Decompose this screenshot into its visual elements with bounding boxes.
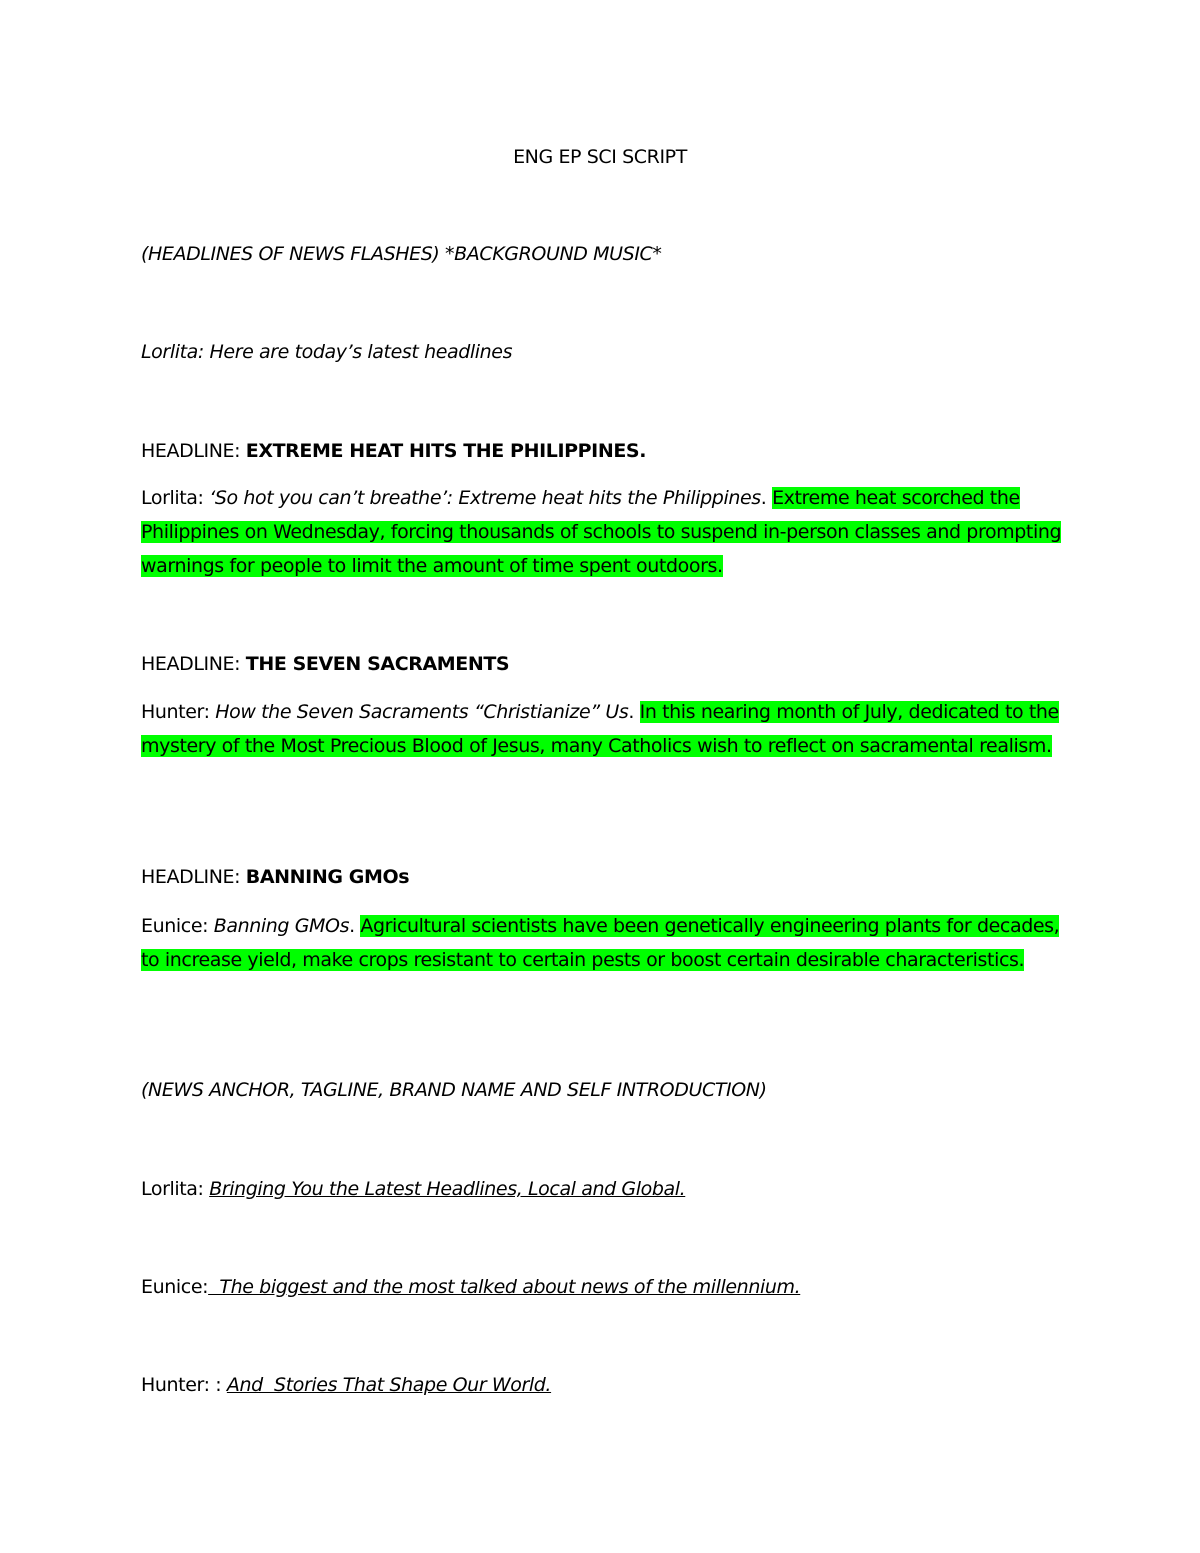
headline-label: HEADLINE: [141,440,241,462]
tagline-text: And Stories That Shape Our World. [226,1374,552,1396]
tagline-1 [141,1172,685,1206]
tagline-speaker: Eunice: [141,1276,209,1298]
document-title: ENG EP SCI SCRIPT [513,146,687,168]
intro-line [141,335,512,369]
headline-title: BANNING GMOs [245,866,410,888]
headline-1 [141,434,646,468]
tagline-speaker: Hunter: : [141,1374,222,1396]
headline-label: HEADLINE: [141,866,241,888]
highlighted-text: In this nearing month of July, dedicated to the mystery of the Most Precious Blood of Jesus, many Catholics wish to reflect on sacramental realism. [141,701,1059,757]
stage-direction-headlines [141,237,662,271]
speaker: Hunter: [141,701,210,723]
tagline-2 [141,1270,800,1304]
stage-direction-text: (NEWS ANCHOR, TAGLINE, BRAND NAME AND SELF INTRODUCTION) [141,1079,767,1101]
headline-2-paragraph [141,695,1071,763]
intro-speaker: Lorlita: [141,341,204,363]
separator: . [760,487,767,509]
story-title: Banning GMOs [213,915,350,937]
stage-direction-anchor [141,1073,767,1107]
headline-3 [141,860,409,894]
highlighted-text: Agricultural scientists have been genetically engineering plants for decades, to increase yield, make crops resistant to certain pests or boost certain desirable characteristics. [141,915,1060,971]
tagline-speaker: Lorlita: [141,1178,204,1200]
headline-title: THE SEVEN SACRAMENTS [245,653,510,675]
separator: . [349,915,355,937]
tagline-3 [141,1368,551,1402]
headline-2 [141,647,509,681]
story-title: How the Seven Sacraments “Christianize” Us [215,701,629,723]
headline-label: HEADLINE: [141,653,241,675]
highlighted-text: Extreme heat scorched the Philippines on Wednesday, forcing thousands of schools to suspend in-person classes and prompting warnings for people to limit the amount of time spent outdoors. [141,487,1062,577]
stage-direction-text: (HEADLINES OF NEWS FLASHES) *BACKGROUND MUSIC* [141,243,662,265]
tagline-text: The biggest and the most talked about news of the millennium. [208,1276,801,1298]
intro-text: Here are today’s latest headlines [209,341,513,363]
headline-1-paragraph [141,481,1071,583]
speaker: Eunice: [141,915,209,937]
headline-title: EXTREME HEAT HITS THE PHILIPPINES. [245,440,647,462]
separator: . [628,701,634,723]
story-title: ‘So hot you can’t breathe’: Extreme heat hits the Philippines [209,487,761,509]
tagline-text: Bringing You the Latest Headlines, Local and Global. [209,1178,686,1200]
headline-3-paragraph [141,909,1071,977]
speaker: Lorlita: [141,487,204,509]
